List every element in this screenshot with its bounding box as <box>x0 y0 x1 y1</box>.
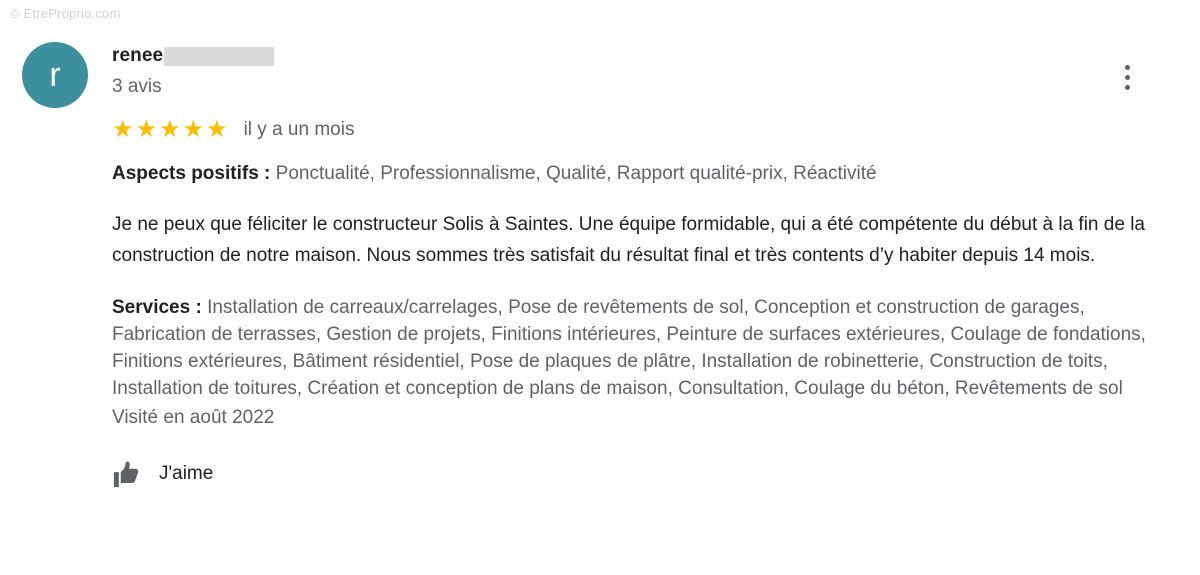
reviewer-block <box>112 44 274 98</box>
more-dot-2 <box>1125 75 1130 80</box>
reviewer-review-count: 3 avis <box>112 76 162 97</box>
positive-aspects-line <box>112 160 1177 188</box>
services-line <box>112 294 1172 431</box>
more-dot-1 <box>1125 65 1130 70</box>
more-vertical-icon[interactable] <box>1114 60 1140 94</box>
reviewer-name: renee <box>112 45 164 66</box>
review-timestamp: il y a un mois <box>243 119 355 140</box>
more-dot-3 <box>1125 85 1130 90</box>
review-text: Je ne peux que féliciter le constructeur Solis à Saintes. Une équipe formidable, qui a été compétente du début à la fin de la construction de notre maison. Nous sommes très satisfait du résultat final et très contents d’y habiter depuis 14 mois. <box>112 214 1145 266</box>
services-label: Services : <box>112 297 202 318</box>
rating-row <box>112 118 1172 142</box>
positive-aspects-values: Ponctualité, Professionnalisme, Qualité, Rapport qualité-prix, Réactivité <box>275 163 877 184</box>
review-card <box>22 40 1172 489</box>
visit-date: Visité en août 2022 <box>112 407 275 428</box>
positive-aspects-label: Aspects positifs : <box>112 163 271 184</box>
like-label: J'aime <box>159 463 214 484</box>
star-rating-icon: ★★★★★ <box>112 116 230 143</box>
site-watermark: © EtreProprio.com <box>10 6 121 21</box>
services-values: Installation de carreaux/carrelages, Pose de revêtements de sol, Conception et construction de garages, Fabrication de terrasses, Gestion de projets, Finitions intérieures, Peinture de surfaces extérieures, Coulage de fondations, Finitions extérieures, Bâtiment résidentiel, Pose de plaques de plâtre, Installation de robinetterie, Construction de toits, Installation de toitures, Création et conception de plans de maison, Consultation, Coulage du béton, Revêtements de sol <box>112 297 1146 399</box>
review-body <box>112 160 1177 489</box>
avatar: r <box>22 42 88 108</box>
thumbs-up-icon <box>112 459 142 489</box>
redaction-blur <box>164 47 274 66</box>
review-header <box>22 40 1172 110</box>
reviewer-name-row <box>112 44 274 68</box>
like-button[interactable] <box>112 459 262 489</box>
